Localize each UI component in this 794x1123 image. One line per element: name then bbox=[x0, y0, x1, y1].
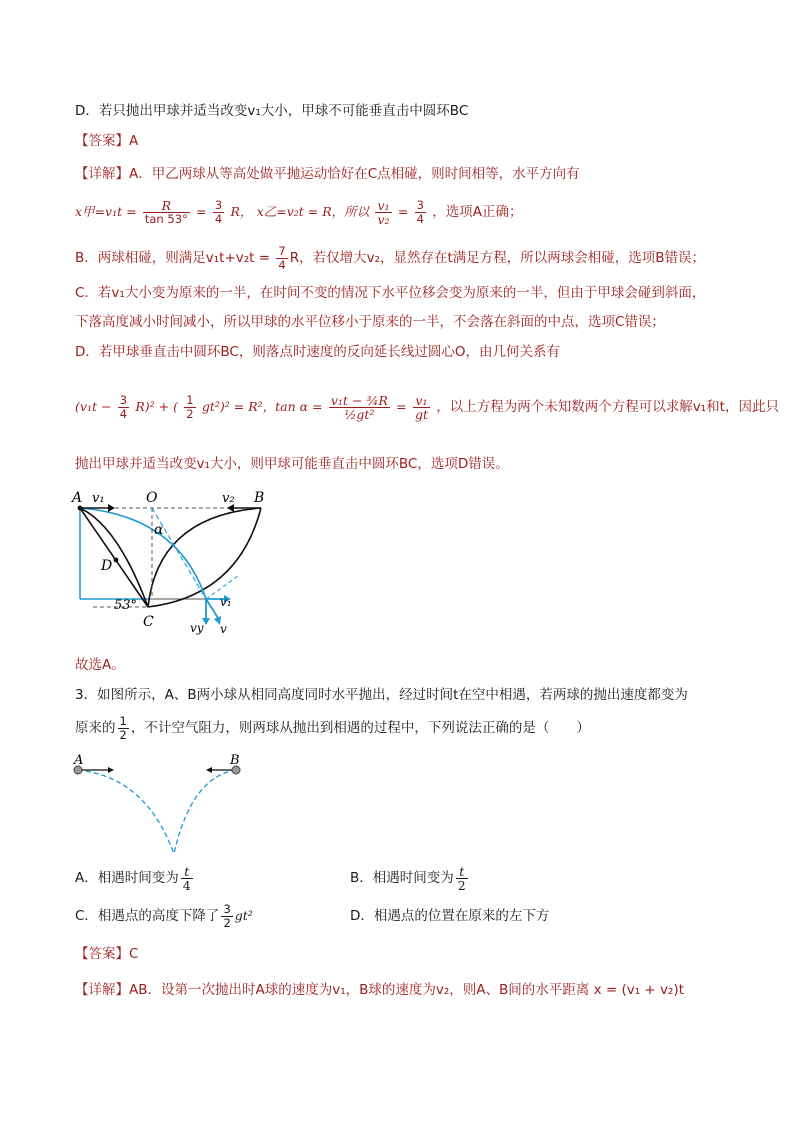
eq2-frac-1-2: $\frac{1}{2}$ bbox=[186, 392, 194, 421]
eq1-eq: = bbox=[196, 204, 207, 219]
equation-line-1: x甲=v₁t = $\frac{R}{\tan 53^\circ}$ = $\frac{3}{4}$ R， x乙=v₂t = R，所以 $\frac{\text{v₁}}{\text{v₂}}$ = $\frac{3}{4}$ ，选项A正确； bbox=[75, 197, 523, 227]
eq1-lhs: x甲=v₁t = bbox=[75, 204, 137, 219]
figure-two-balls bbox=[66, 752, 256, 862]
opt-c-frac: $\frac{3}{2}$ bbox=[223, 901, 231, 930]
label-alpha: α bbox=[154, 522, 164, 538]
eq2-frac-3-4: $\frac{3}{4}$ bbox=[119, 392, 128, 421]
q3-option-a[interactable]: A．相遇时间变为 $\frac{t}{4}$ bbox=[75, 863, 191, 893]
eq1-tail: ，选项A正确； bbox=[432, 204, 523, 220]
label-A: A bbox=[72, 490, 83, 506]
q3-option-d[interactable]: D．相遇点的位置在原来的左下方 bbox=[350, 908, 550, 924]
prev-detail-c1: C．若v₁大小变为原来的一半，在时间不变的情况下水平位移会变为原来的一半，但由于甲球会碰到斜面， bbox=[75, 285, 706, 301]
eq1-frac-r-tan: $\frac{R}{\tan 53^\circ}$ bbox=[144, 197, 188, 226]
prev-detail-a bbox=[75, 164, 580, 184]
label-v: v bbox=[220, 622, 227, 636]
label-C: C bbox=[143, 614, 154, 630]
label-B: B bbox=[254, 490, 265, 506]
eq1-frac-3-4-b: $\frac{3}{4}$ bbox=[416, 197, 424, 226]
opt-a-frac: $\frac{t}{4}$ bbox=[182, 863, 191, 893]
prev-answer: 【答案】A bbox=[75, 133, 139, 149]
q3-detail: 【详解】AB．设第一次抛出时A球的速度为v₁，B球的速度为v₂，则A、B间的水平距离 x = (v₁ + v₂)t bbox=[75, 982, 684, 998]
opt-b-frac: $\frac{t}{2}$ bbox=[457, 863, 466, 893]
prev-detail-b: B．两球相碰，则满足v₁t+v₂t = $\frac{7}{4}$ R，若仅增大v₂，显然存在t满足方程，所以两球会相碰，选项B错误； bbox=[75, 243, 706, 272]
eq1-frac-v1-v2: $\frac{\text{v₁}}{\text{v₂}}$ bbox=[377, 197, 390, 227]
q3-option-c[interactable]: C．相遇点的高度下降了 $\frac{3}{2}$ gt² bbox=[75, 901, 253, 930]
prev-option-d: D．若只抛出甲球并适当改变v₁大小，甲球不可能垂直击中圆环BC bbox=[75, 103, 469, 119]
equation-line-2: (v₁t − $\frac{3}{4}$ R)² + ( $\frac{1}{2}$ gt²)² = R²，tan α = $\frac{\text{v₁t − ¾R}}{\text{½gt²}}$ = $\frac{\text{v₁}}{gt}$ ，以上方程为两个未知数两个方程可以求解v₁和t，因此只 bbox=[75, 392, 779, 422]
figure-semicircles bbox=[68, 486, 268, 636]
eq1-mid: x乙=v₂t = R，所以 bbox=[256, 204, 370, 219]
label-ball-A: A bbox=[74, 753, 84, 768]
eq1-r: R， bbox=[230, 204, 253, 219]
label-vy: vy bbox=[190, 621, 204, 635]
q3-stem-line-1: 3．如图所示，A、B两小球从相同高度同时水平抛出，经过时间t在空中相遇，若两球的抛出速度都变为 bbox=[75, 687, 688, 703]
eq1-frac-3-4: $\frac{3}{4}$ bbox=[214, 197, 223, 226]
label-D: D bbox=[101, 558, 113, 574]
q3-frac-half: $\frac{1}{2}$ bbox=[119, 713, 127, 742]
detail-b-frac: $\frac{7}{4}$ bbox=[278, 243, 286, 272]
detail-a-text: A．甲乙两球从等高处做平抛运动恰好在C点相碰，则时间相等，水平方向有 bbox=[129, 166, 580, 182]
eq2-frac-v1-gt: $\frac{\text{v₁}}{gt}$ bbox=[414, 392, 428, 422]
label-v2: v₂ bbox=[222, 491, 235, 506]
prev-detail-c2: 下落高度减小时间减小，所以甲球的水平位移小于原来的一半，不会落在斜面的中点，选项C错误； bbox=[75, 314, 665, 330]
prev-detail-d1: D．若甲球垂直击中圆环BC，则落点时速度的反向延长线过圆心O，由几何关系有 bbox=[75, 344, 560, 360]
eq2-big-frac: $\frac{\text{v₁t − ¾R}}{\text{½gt²}}$ bbox=[330, 392, 388, 422]
q3-answer: 【答案】C bbox=[75, 946, 139, 962]
label-ball-B: B bbox=[230, 753, 240, 768]
q3-stem-line-2: 原来的 $\frac{1}{2}$ ，不计空气阻力，则两球从抛出到相遇的过程中，下列说法正确的是（ ） bbox=[75, 713, 590, 742]
q3-option-b[interactable]: B．相遇时间变为 $\frac{t}{2}$ bbox=[350, 863, 466, 893]
label-v1-end: v₁ bbox=[220, 595, 232, 609]
label-v1-top: v₁ bbox=[92, 491, 105, 506]
label-53deg: 53° bbox=[114, 598, 138, 613]
conclusion: 故选A。 bbox=[75, 657, 125, 673]
prev-detail-d2: 抛出甲球并适当改变v₁大小，则甲球可能垂直击中圆环BC，选项D错误。 bbox=[75, 456, 509, 472]
detail-label: 【详解】 bbox=[75, 166, 129, 182]
label-O: O bbox=[146, 490, 158, 506]
